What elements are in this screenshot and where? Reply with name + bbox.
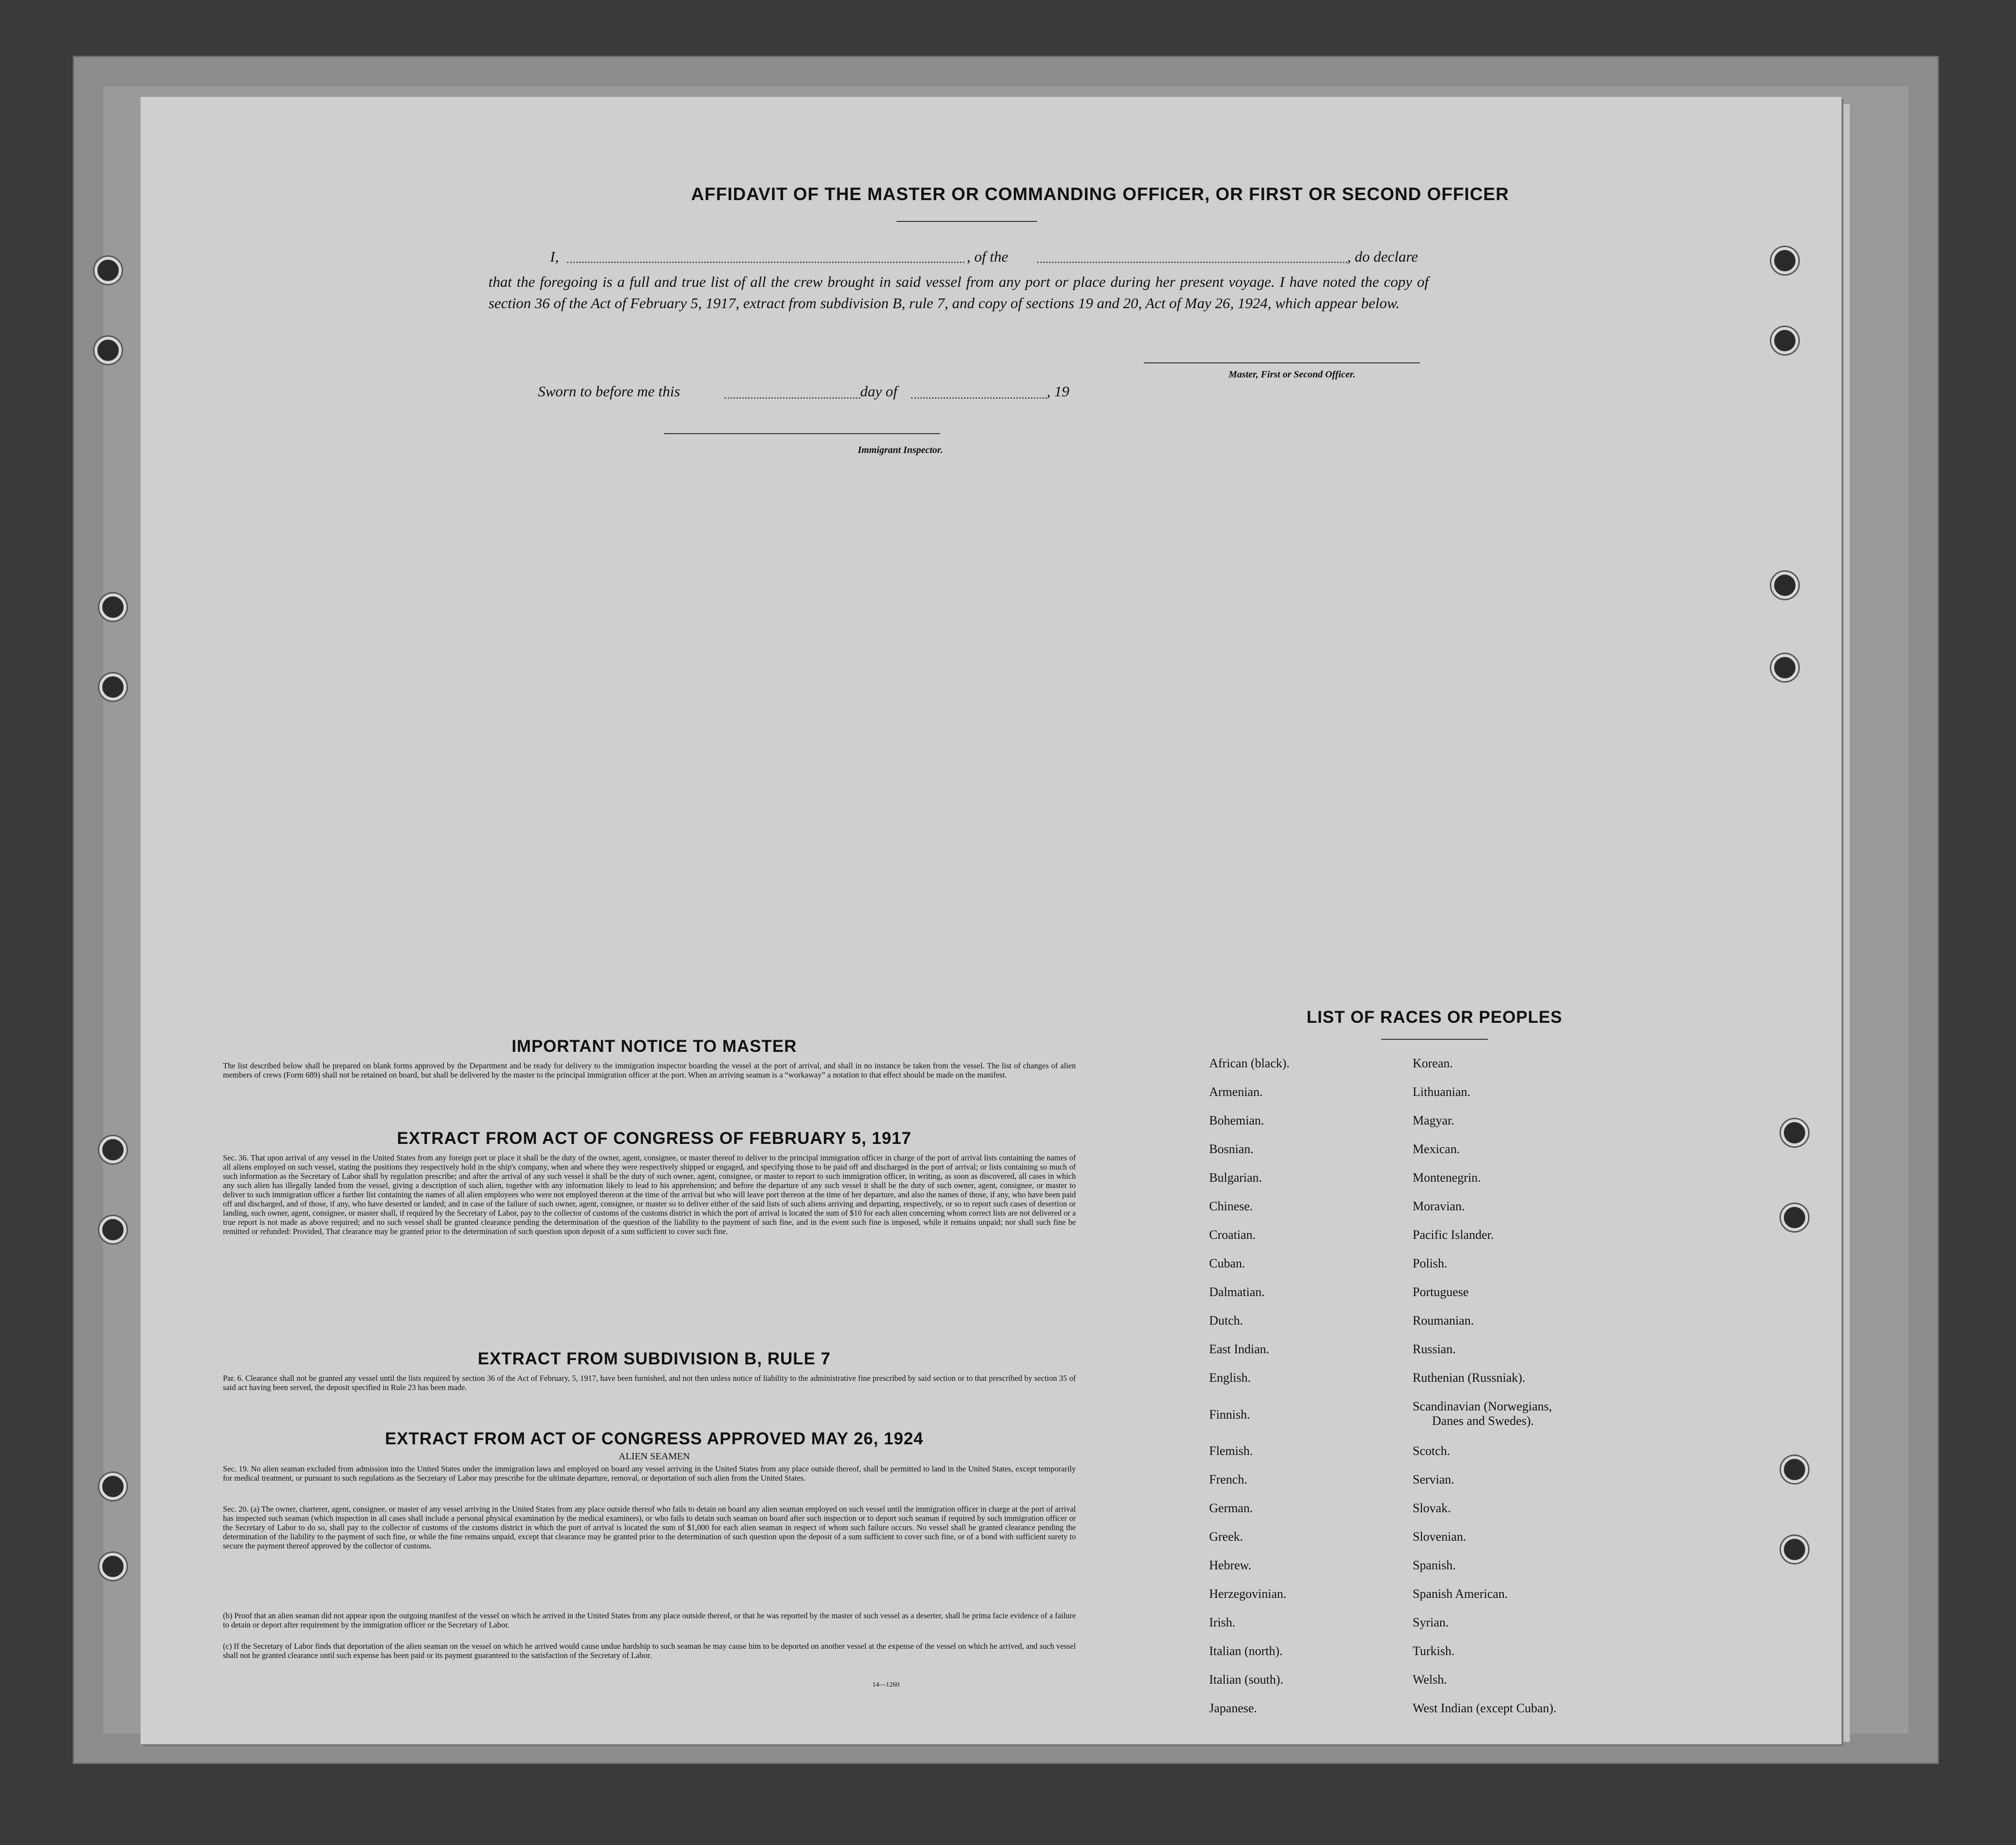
race-item: French.: [1209, 1472, 1247, 1486]
binder-hole-icon: [1781, 1456, 1808, 1483]
race-item: Armenian.: [1209, 1085, 1263, 1099]
race-item: Finnish.: [1209, 1407, 1250, 1422]
binder-hole-icon: [94, 337, 122, 364]
race-item: Bohemian.: [1209, 1113, 1264, 1127]
name-blank: [567, 262, 964, 263]
inspector-signature-line: [664, 433, 940, 434]
race-item: Russian.: [1413, 1342, 1456, 1356]
extract-1924-subtitle: ALIEN SEAMEN: [618, 1451, 690, 1462]
race-item: West Indian (except Cuban).: [1413, 1701, 1557, 1715]
binder-hole-icon: [99, 594, 126, 621]
extract-rule7-title: EXTRACT FROM SUBDIVISION B, RULE 7: [477, 1349, 831, 1368]
binder-hole-icon: [1781, 1536, 1808, 1563]
form-number: 14—1260: [872, 1681, 899, 1689]
extract-1924-sec20a: Sec. 20. (a) The owner, charterer, agent, consignee, or master of any vessel arriving in the United States from any place outside thereof who fails to detain on board any alien seaman employed on such vessel until the immigration officer in charge at the port of arrival has inspected such seaman (which inspection in all cases shall include a personal physical examination by the medical examiners), or who fails to detain such seaman on board after such inspection or to deport such seaman if required by such immigration officer or the Secretary of Labor to do so, shall pay to the collector of customs of the customs district in which the port of arrival is located the sum of $1,000 for each alien seaman in respect of whom such failure occurs. No vessel shall be granted clearance pending the determination of the liability to the payment of such fine, or while the fine remains unpaid, except that clearance may be granted prior to the determination of such question upon the deposit of a sum sufficient to cover such fine, or of a bond with sufficient surety to secure the payment thereof approved by the collector of customs.: [223, 1504, 1076, 1550]
race-item: Polish.: [1413, 1256, 1448, 1270]
extract-1924-sec20c: (c) If the Secretary of Labor finds that deportation of the alien seaman on the vessel on which he arrived would cause undue hardship to such seaman he may cause him to be deported on another vessel at the expense of the vessel on which he arrived, and such vessel shall not be granted clearance until such expense has been paid or its payment guaranteed to the satisfaction of the Secretary of Labor.: [223, 1642, 1076, 1660]
race-item: Irish.: [1209, 1615, 1236, 1629]
race-item: Japanese.: [1209, 1701, 1257, 1715]
binder-hole-icon: [1771, 654, 1798, 681]
binder-hole-icon: [1781, 1204, 1808, 1231]
race-item: Slovak.: [1413, 1501, 1451, 1515]
sworn-day-blank: [724, 397, 860, 399]
officer-signature-line: [1144, 362, 1420, 363]
race-item: Chinese.: [1209, 1199, 1253, 1213]
binder-hole-icon: [94, 257, 122, 284]
race-item: Flemish.: [1209, 1444, 1253, 1458]
extract-rule7-text: Par. 6. Clearance shall not be granted any vessel until the lists required by section 36 of the Act of February, 5, 1917, have been furnished, and not then unless notice of liability to the administrative fine prescribed by said section or to that prescribed by section 35 of said act having been served, the deposit specified in Rule 23 has been made.: [223, 1374, 1076, 1392]
extract-1924-title: EXTRACT FROM ACT OF CONGRESS APPROVED MAY 26, 1924: [385, 1429, 924, 1448]
race-item: Danes and Swedes).: [1432, 1414, 1534, 1428]
race-item: Lithuanian.: [1413, 1085, 1471, 1099]
race-item: Bosnian.: [1209, 1142, 1254, 1156]
extract-1924-sec20b: (b) Proof that an alien seaman did not appear upon the outgoing manifest of the vessel on which he arrived in the United States from any place outside thereof, or that he was reported by the master of such vessel as a deserter, shall be prima facie evidence of a failure to detain or deport after requirement by the immigration officer or the Secretary of Labor.: [223, 1611, 1076, 1629]
extract-1924-sec19: Sec. 19. No alien seaman excluded from admission into the United States under the immigration laws and employed on board any vessel arriving in the United States from any place outside thereof, shall be permitted to land in the United States, except temporarily for medical treatment, or pursuant to such regulations as the Secretary of Labor may prescribe for the ultimate departure, removal, or deportation of such alien from the United States.: [223, 1464, 1076, 1483]
declare-line-end: , do declare: [1347, 248, 1418, 265]
race-item: Pacific Islander.: [1413, 1228, 1494, 1242]
binder-hole-icon: [99, 1136, 126, 1163]
race-item: Italian (south).: [1209, 1673, 1284, 1687]
race-item: Servian.: [1413, 1472, 1454, 1486]
notice-text: The list described below shall be prepared on blank forms approved by the Department and be ready for delivery to the immigration inspector boarding the vessel at the port of arrival, and shall in no instance be taken from the vessel. The list of changes of alien members of crews (Form 689) shall not be retained on board, but shall be delivered by the master to the principal immigration officer at the port. When an arriving seaman is a “workaway” a notation to that effect should be made on the manifest.: [223, 1061, 1076, 1079]
race-item: German.: [1209, 1501, 1253, 1515]
race-item: East Indian.: [1209, 1342, 1270, 1356]
races-title-underline: [1381, 1039, 1488, 1040]
sworn-dayof: day of: [860, 383, 898, 400]
race-item: Turkish.: [1413, 1644, 1455, 1658]
sworn-label: Sworn to before me this: [538, 383, 680, 400]
race-item: Croatian.: [1209, 1228, 1256, 1242]
affidavit-sheet: [141, 97, 1842, 1744]
race-item: Italian (north).: [1209, 1644, 1283, 1658]
race-item: Magyar.: [1413, 1113, 1454, 1127]
race-item: Welsh.: [1413, 1673, 1447, 1687]
vessel-blank: [1037, 262, 1347, 263]
notice-title: IMPORTANT NOTICE TO MASTER: [511, 1037, 797, 1056]
race-item: Hebrew.: [1209, 1558, 1252, 1572]
binder-hole-icon: [99, 1553, 126, 1580]
race-item: Dalmatian.: [1209, 1285, 1265, 1299]
race-item: Ruthenian (Russniak).: [1413, 1371, 1526, 1385]
declare-line-i: I,: [550, 248, 559, 265]
extract-1917-title: EXTRACT FROM ACT OF CONGRESS OF FEBRUARY 5, 1917: [397, 1129, 912, 1148]
binder-hole-icon: [1771, 247, 1798, 274]
race-item: Montenegrin.: [1413, 1171, 1481, 1185]
race-item: Korean.: [1413, 1056, 1453, 1070]
race-item: Greek.: [1209, 1530, 1244, 1544]
title-underline: [897, 221, 1037, 222]
inspector-caption: Immigrant Inspector.: [858, 445, 943, 455]
races-title: LIST OF RACES OR PEOPLES: [1307, 1008, 1562, 1027]
race-item: Portuguese: [1413, 1285, 1469, 1299]
sworn-year: , 19: [1047, 383, 1070, 400]
officer-caption: Master, First or Second Officer.: [1228, 369, 1355, 380]
affidavit-body: that the foregoing is a full and true list of all the crew brought in said vessel from any port or place during her present voyage. I have noted the copy of section 36 of the Act of February 5, 1917, extract from subdivision B, rule 7, and copy of sections 19 and 20, Act of May 26, 1924, which appear below.: [488, 273, 1429, 312]
binder-hole-icon: [99, 1473, 126, 1500]
race-item: Scotch.: [1413, 1444, 1450, 1458]
race-item: Moravian.: [1413, 1199, 1465, 1213]
affidavit-title: AFFIDAVIT OF THE MASTER OR COMMANDING OFFICER, OR FIRST OR SECOND OFFICER: [691, 184, 1509, 204]
race-item: Mexican.: [1413, 1142, 1460, 1156]
binder-hole-icon: [1781, 1119, 1808, 1146]
binder-hole-icon: [99, 1216, 126, 1243]
binder-hole-icon: [99, 673, 126, 701]
race-item: Roumanian.: [1413, 1313, 1474, 1328]
extract-1917-text: Sec. 36. That upon arrival of any vessel in the United States from any foreign port or place it shall be the duty of the owner, agent, consignee, or master thereof to deliver to the principal immigration officer in charge of the port of arrival lists containing the names of all aliens employed on such vessel, stating the positions they respectively hold in the ship's company, when and where they were respectively shipped or engaged, and specifying those to be paid off and discharged in the port of arrival; or lists containing so much of such information as the Secretary of Labor shall by regulation prescribe; and after the arrival of any such vessel it shall be the duty of such owner, agent, consignee, or master to report to such immigration officer, in writing, as soon as discovered, all cases in which any such alien has illegally landed from the vessel, giving a description of such alien, together with any information likely to lead to his apprehension; and before the departure of any such vessel it shall be the duty of such owner, agent, consignee, or master to deliver to such immigration officer a further list containing the names of all alien employees who were not employed thereon at the time of the arrival but who will leave port thereon at the time of her departure, and also the names of those, if any, who have been paid off and discharged, and of those, if any, who have deserted or landed; and in case of the failure of such owner, agent, consignee, or master so to deliver either of the said lists of such aliens arriving and departing, respectively, or so to report such cases of desertion or landing, such owner, agent, consignee, or master shall, if required by the Secretary of Labor, pay to the collector of customs of the customs district in which the port of arrival is located the sum of $10 for each alien concerning whom correct lists are not delivered or a true report is not made as above required; and no such vessel shall be granted clearance pending the determination of the question of the liability to the payment of such fine, and in the event such fine is imposed, while it remains unpaid; nor shall such fine be remitted or refunded: Provided, That clearance may be granted prior to the determination of such question upon deposit of a sum sufficient to cover such fine.: [223, 1153, 1076, 1236]
race-item: Herzegovinian.: [1209, 1587, 1287, 1601]
race-item: Spanish American.: [1413, 1587, 1508, 1601]
race-item: Syrian.: [1413, 1615, 1449, 1629]
race-item: Slovenian.: [1413, 1530, 1466, 1544]
binder-hole-icon: [1771, 572, 1798, 599]
race-item: Dutch.: [1209, 1313, 1244, 1328]
declare-line-of: , of the: [967, 248, 1008, 265]
race-item: Cuban.: [1209, 1256, 1245, 1270]
race-item: Bulgarian.: [1209, 1171, 1262, 1185]
race-item: Scandinavian (Norwegians,: [1413, 1399, 1552, 1413]
race-item: Spanish.: [1413, 1558, 1456, 1572]
sworn-month-blank: [911, 397, 1047, 399]
race-item: English.: [1209, 1371, 1251, 1385]
binder-hole-icon: [1771, 327, 1798, 354]
race-item: African (black).: [1209, 1056, 1290, 1070]
